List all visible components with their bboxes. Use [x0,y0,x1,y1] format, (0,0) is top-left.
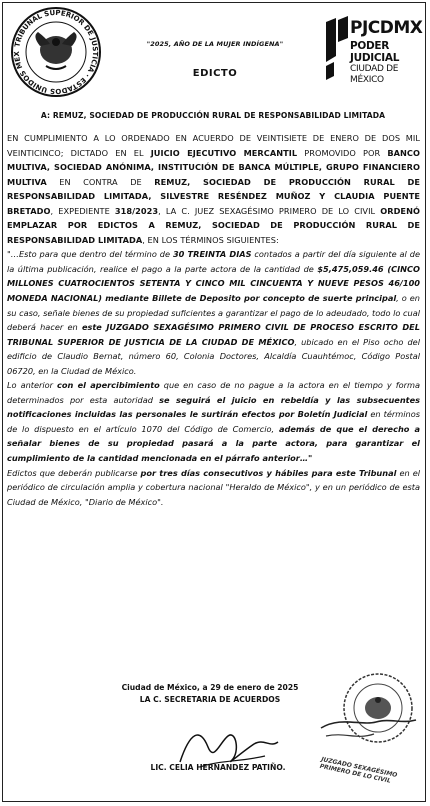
year-motto: "2025, AÑO DE LA MUJER INDÍGENA" [146,40,284,48]
text-span: Edictos que deberán publicarse [7,467,141,478]
logo-acronym: PJCDMX [350,18,423,38]
edict-body [7,131,420,509]
text-span: en términos de lo dispuesto en el artículo 1070 del Código de Comercio, [7,409,420,434]
paragraph-1 [7,131,420,247]
addressee-line: A: REMUZ, SOCIEDAD DE PRODUCCIÓN RURAL DE RESPONSABILIDAD LIMITADA [40,111,386,120]
bold-span: $5,475,059.46 (CINCO MILLONES CUATROCIENTOS SETENTA Y CINCO MIL CINCUENTA Y NUEVE PESOS 46/100 MONEDA NACIONAL) mediante Billete de Deposito por concepto de suerte principal [7,263,420,304]
text-span: , ubicado en el Piso ocho del edificio de Claudio Bernat, número 60, Colonia Doctores, Alcaldía Cuauhtémoc, Código Postal 06720, en la Ciudad de México. [7,336,420,376]
bold-span: por tres días consecutivos y hábiles para este Tribunal [140,467,397,478]
text-span: , EXPEDIENTE [50,205,115,216]
text-span: contados a partir del día siguiente al de la última publicación, realice el pago a la parte actora de la cantidad de [7,249,420,274]
text-span: , EN LOS TÉRMINOS SIGUIENTES: [142,234,279,245]
stamp-caption: JUZGADO SEXAGÉSIMO PRIMERO DE LO CIVIL [319,756,398,785]
bold-span: BANCO MULTIVA, SOCIEDAD ANÓNIMA, INSTITUCIÓN DE BANCA MÚLTIPLE, GRUPO FINANCIERO MULTIVA [7,147,420,187]
header-center [110,40,320,79]
pjcdmx-logo [322,16,423,85]
signature-block [100,682,320,706]
bold-span: además de que el derecho a señalar bienes de su propiedad pasará a la parte actora, para garantizar el cumplimiento de la cantidad mencionada en el párrafo anterior…" [7,423,420,464]
text-span: "…Esto para que dentro del término de [7,249,173,260]
bold-span: 318/2023 [114,205,159,216]
svg-text:TRIBUNAL SUPERIOR DE JUSTICIA: TRIBUNAL SUPERIOR DE JUSTICIA · ESTADOS UNIDOS MEX [12,8,100,96]
text-span: en el periódico de circulación amplia y cobertura nacional "Heraldo de México", y en un periódico de esta Ciudad de México, "Diario de México". [7,467,421,507]
place-date: Ciudad de México, a 29 de enero de 2025 [121,683,299,692]
text-span: PROMOVIDO POR [297,147,388,158]
bold-span: se seguirá el juicio en rebeldía y las subsecuentes notificaciones incluidas las personales le surtirán efectos por Boletín Judicial [7,394,420,420]
paragraph-3 [7,378,420,465]
text-span: , LA C. JUEZ SEXAGÉSIMO PRIMERO DE LO CIVIL [158,205,381,216]
bold-span: con el apercibimiento [57,380,160,391]
bold-span: 30 TREINTA DIAS [172,249,252,260]
text-span: Lo anterior [7,380,58,391]
bold-span: REMUZ, SOCIEDAD DE PRODUCCIÓN RURAL DE RESPONSABILIDAD LIMITADA, SILVESTRE RESÉNDEZ MUÑOZ Y CLAUDIA PUENTE BRETADO [7,176,420,216]
logo-line2: CIUDAD DE MÉXICO [350,64,399,85]
signer-name: LIC. CELIA HERNANDEZ PATIÑO. [150,763,286,772]
bold-span: JUICIO EJECUTIVO MERCANTIL [150,147,298,158]
signer-role: LA C. SECRETARIA DE ACUERDOS [139,695,281,704]
court-seal-logo [10,6,102,98]
bold-span: este JUZGADO SEXAGÉSIMO PRIMERO CIVIL DE PROCESO ESCRITO DEL TRIBUNAL SUPERIOR DE JUSTICIA DE LA CIUDAD DE MÉXICO [7,322,420,347]
logo-line1: PODER JUDICIAL [350,40,400,64]
text-span: que en caso de no pague a la actora en el tiempo y forma determinados por esta autoridad [7,380,420,405]
text-span: , o en su caso, señale bienes de su propiedad suficientes a garantizar el pago de lo adeudado, todo lo cual deberá hacer en [7,293,420,333]
text-span: EN CUMPLIMIENTO A LO ORDENADO EN ACUERDO DE VEINTISIETE DE ENERO DE DOS MIL VEINTICINCO; DICTADO EN EL [7,133,420,158]
paragraph-4 [7,466,420,510]
bold-span: ORDENÓ EMPLAZAR POR EDICTOS A REMUZ, SOCIEDAD DE PRODUCCIÓN RURAL DE RESPONSABILIDAD LIMITADA [7,205,420,245]
document-type-title: EDICTO [192,68,238,79]
text-span: EN CONTRA DE [46,176,155,187]
paragraph-2 [7,247,420,378]
